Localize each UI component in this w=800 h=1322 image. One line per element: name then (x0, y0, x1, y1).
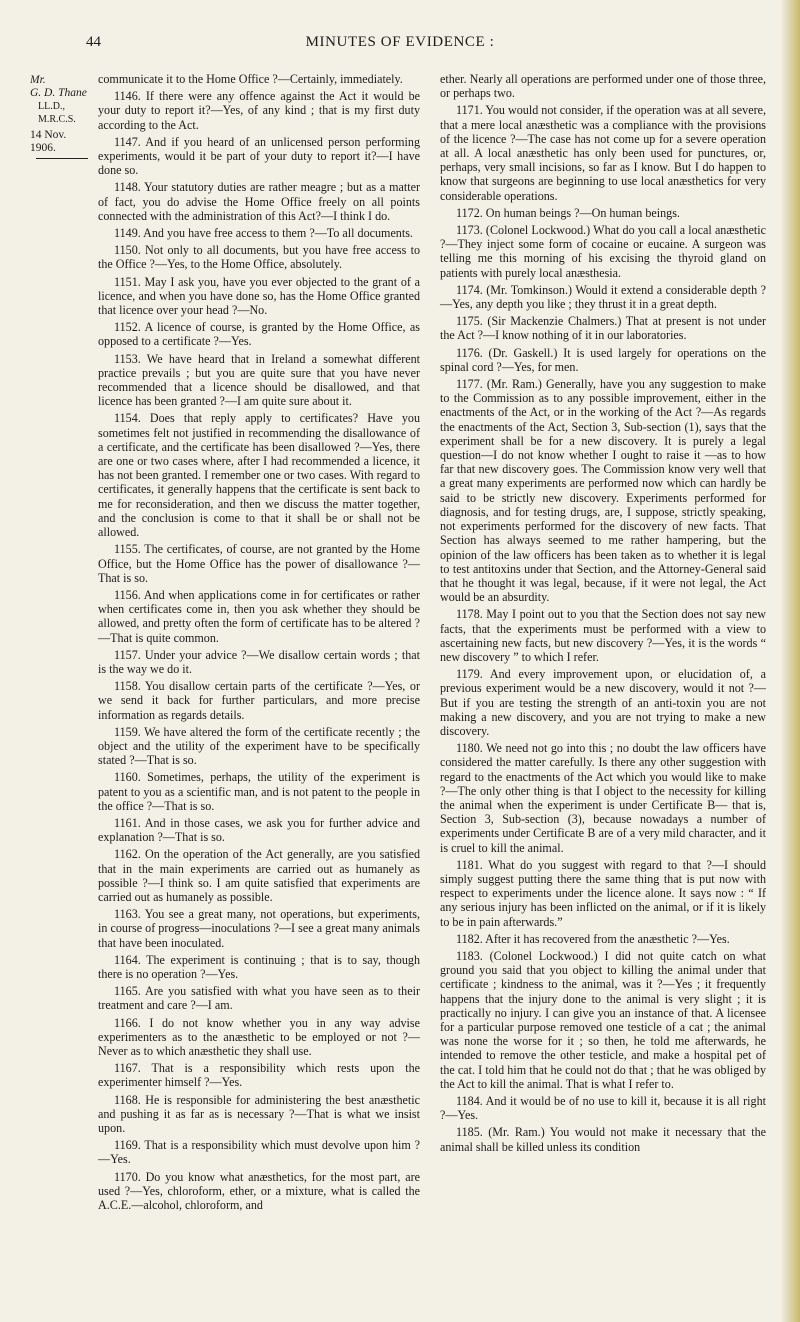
paragraph: 1170. Do you know what anæsthetics, for the most part, are used ?—Yes, chloroform, ether, or a mixture, what is called the A.C.E.—alcohol, chloroform, and (98, 1169, 420, 1213)
paragraph: 1160. Sometimes, perhaps, the utility of the experiment is patent to you as a scientific man, and is not patent to the people in the office ?—That is so. (98, 770, 420, 813)
paragraph: 1156. And when applications come in for certificates or rather when certificates come in, then you ask whether they should be allowed, and pretty often the form of certificate has to be altered ?—That is quite common. (98, 587, 420, 645)
paragraph: 1164. The experiment is continuing ; that is to say, though there is no operation ?—Yes. (98, 952, 420, 981)
page-edge (782, 0, 800, 1322)
witness-name: G. D. Thane (30, 87, 87, 99)
paragraph: 1154. Does that reply apply to certificates? Have you sometimes felt not justified in recommending the disallowance of a certificate, and the certificate has been disallowed ?—Yes, there are one or two cases where, after I had recommended a licence, it has not been granted. I remember one or two cases. With regard to certificates, it generally happens that the certificate is sent back to me for reconsideration, and then we discuss the matter together, and the conclusion is come to that it shall be or shall not be allowed. (98, 411, 420, 540)
witness-degree-2: M.R.C.S. (38, 114, 76, 125)
paragraph: 1158. You disallow certain parts of the certificate ?—Yes, or we send it back for further particulars, and more precise information as regards details. (98, 679, 420, 722)
paragraph: 1184. And it would be of no use to kill it, because it is all right ?—Yes. (440, 1094, 766, 1123)
paragraph: 1172. On human beings ?—On human beings. (456, 205, 680, 220)
witness-degree-1: LL.D., (38, 101, 65, 112)
paragraph: 1150. Not only to all documents, but you have free access to the Office ?—Yes, to the Home Office, absolutely. (98, 243, 420, 272)
paragraph: 1167. That is a responsibility which rests upon the experimenter himself ?—Yes. (98, 1061, 420, 1090)
margin-note (30, 74, 92, 159)
paragraph: 1174. (Mr. Tomkinson.) Would it extend a considerable depth ?—Yes, any depth you like ; they thrust it in a great depth. (440, 282, 766, 312)
page-header (0, 34, 800, 56)
paragraph: 1180. We need not go into this ; no doubt the law officers have considered the matter carefully. Is there any other suggestion with regard to the enactments of the Act which you would like to make ?—The only other thing is that I object to the necessity for killing the animal when the experiment is under Certificate B— that is, Section 3, Sub-section (3), because nowadays a number of experiments under Certificate B are of a very mild character, and it is cruel to kill the animal. (440, 741, 766, 855)
paragraph: ether. Nearly all operations are performed under one of those three, or perhaps two. (440, 72, 766, 101)
paragraph: 1181. What do you suggest with regard to that ?—I should simply suggest putting there the same thing that is put now with respect to experiments under the licence alone. It says now : “ If any serious injury has been inflicted on the animal, or if it is likely to be in pain afterwards.” (440, 857, 766, 929)
margin-rule (36, 158, 88, 159)
paragraph: 1176. (Dr. Gaskell.) It is used largely for operations on the spinal cord ?—Yes, for men. (440, 345, 766, 374)
paragraph: 1157. Under your advice ?—We disallow certain words ; that is the way we do it. (98, 647, 420, 676)
paragraph: 1175. (Sir Mackenzie Chalmers.) That at present is not under the Act ?—I know nothing of it in our laboratories. (440, 314, 766, 343)
paragraph: 1146. If there were any offence against the Act it would be your duty to report it?—Yes, of any kind ; that is my first duty according to the Act. (98, 89, 420, 132)
paragraph: 1151. May I ask you, have you ever objected to the grant of a licence, and when you have done so, has the Home Office granted that licence over your head ?—No. (98, 274, 420, 318)
paragraph: communicate it to the Home Office ?—Certainly, immediately. (98, 72, 403, 86)
page-number: 44 (86, 34, 101, 50)
paragraph: 1147. And if you heard of an unlicensed person performing experiments, would it be part of your duty to report it?—I have done so. (98, 134, 420, 178)
running-title: MINUTES OF EVIDENCE : (305, 34, 495, 50)
paragraph: 1166. I do not know whether you in any way advise experimenters as to the anæsthetic to be employed or not ?—Never as to which anæsthetic they shall use. (98, 1015, 420, 1058)
paragraph: 1185. (Mr. Ram.) You would not make it necessary that the animal shall be killed unless its condition (440, 1125, 766, 1154)
right-column (440, 72, 766, 1157)
paragraph: 1173. (Colonel Lockwood.) What do you call a local anæsthetic ?—They inject some form of cocaine or eucaine. A surgeon was telling me this morning of his excising the thyroid gland on patients with purely local anæsthesia. (440, 223, 766, 280)
paragraph: 1182. After it has recovered from the anæsthetic ?—Yes. (456, 931, 730, 946)
paragraph: 1159. We have altered the form of the certificate recently ; the object and the utility of the experiment have to be specifically stated ?—That is so. (98, 724, 420, 768)
paragraph: 1178. May I point out to you that the Section does not say new facts, that the experiments must be performed with a view to ascertaining new facts, but new discovery ?—Yes, it is the words “ new discovery ” to which I refer. (440, 607, 766, 664)
paragraph: 1177. (Mr. Ram.) Generally, have you any suggestion to make to the Commission as to any possible improvement, either in the enactments of the Act, or in the working of the Act ?—As regards the enactments of the Act, Section 3, Sub-section (1), says that the experiment shall be for a new discovery. It is purely a legal question—I do not know whether I ought to raise it —as to how far that new discovery goes. The Commission know very well that a great many experiments are performed now which can hardly be said to be strictly new discovery. Experiments performed for diagnosis, and for testing drugs, are, I suppose, strictly speaking, not experiments performed for the discovery of new facts. That Section has always seemed to me rather hampering, but the opinion of the law officers has been taken as to whether it is legal to test antitoxins under that Section, and the Attorney-General said that he thought it was legal, because, if it were not legal, the Act would be an absurdity. (440, 377, 766, 605)
paragraph: 1171. You would not consider, if the operation was at all severe, that a mere local anæsthetic was a compliance with the provisions of the licence ?—The case has not come up for a severe operation at all. A local anæsthetic has only been used for punctures, or, perhaps, very small incisions, so far as I know. But I do happen to know that surgeons are beginning to use local anæsthetics for very considerable operations. (440, 103, 766, 203)
paragraph: 1163. You see a great many, not operations, but experiments, in course of progress—inoculations ?—I see a great many animals that have been inoculated. (98, 907, 420, 950)
left-column (98, 72, 420, 1215)
witness-prefix: Mr. (30, 74, 46, 86)
paragraph: 1152. A licence of course, is granted by the Home Office, as opposed to a certificate ?—Yes. (98, 320, 420, 349)
paragraph: 1155. The certificates, of course, are not granted by the Home Office, but the Home Office has the power of disallowance ?—That is so. (98, 542, 420, 585)
paragraph: 1153. We have heard that in Ireland a somewhat different practice prevails ; but you are quite sure that you have never recommended that a licence should be disallowed, and that licence has been granted ?—I am quite sure about it. (98, 351, 420, 409)
paragraph: 1162. On the operation of the Act generally, are you satisfied that in the main experiments are carried out as humanely as possible ?—I think so. I am quite satisfied that experiments are carried out as humanely as possible. (98, 847, 420, 904)
paragraph: 1179. And every improvement upon, or elucidation of, a previous experiment would be a new discovery, would it not ?—But if you are testing the strength of an anti-toxin you are not making a new discovery, and you are not trying to make a new discovery. (440, 667, 766, 738)
paragraph: 1169. That is a responsibility which must devolve upon him ?—Yes. (98, 1138, 420, 1167)
paragraph: 1183. (Colonel Lockwood.) I did not quite catch on what ground you said that you object to killing the animal under that certificate ; kindness to the animal, was it ?—Yes ; it frequently happens that the injury done to the animal is very slight ; it is practically no injury. I can give you an instance of that. A licensee for a particular purpose removed one testicle of a cat ; the animal was none the worse for it ; so then, he told me afterwards, he intended to remove the other testicle, and make a hospital pet of the cat. I told him that he could not do that ; that he was obliged by the Act to kill the animal. That is what I refer to. (440, 948, 766, 1091)
paragraph: 1165. Are you satisfied with what you have seen as to their treatment and care ?—I am. (98, 984, 420, 1013)
paragraph: 1161. And in those cases, we ask you for further advice and explanation ?—That is so. (98, 815, 420, 845)
session-date: 14 Nov. 1906. (30, 129, 67, 154)
paragraph: 1149. And you have free access to them ?—To all documents. (114, 226, 413, 241)
paragraph: 1168. He is responsible for administering the best anæsthetic and pushing it as far as is necessary ?—That is what we insist upon. (98, 1092, 420, 1136)
paragraph: 1148. Your statutory duties are rather meagre ; but as a matter of fact, you do advise the Home Office freely on all points connected with the administration of this Act?—I think I do. (98, 180, 420, 223)
